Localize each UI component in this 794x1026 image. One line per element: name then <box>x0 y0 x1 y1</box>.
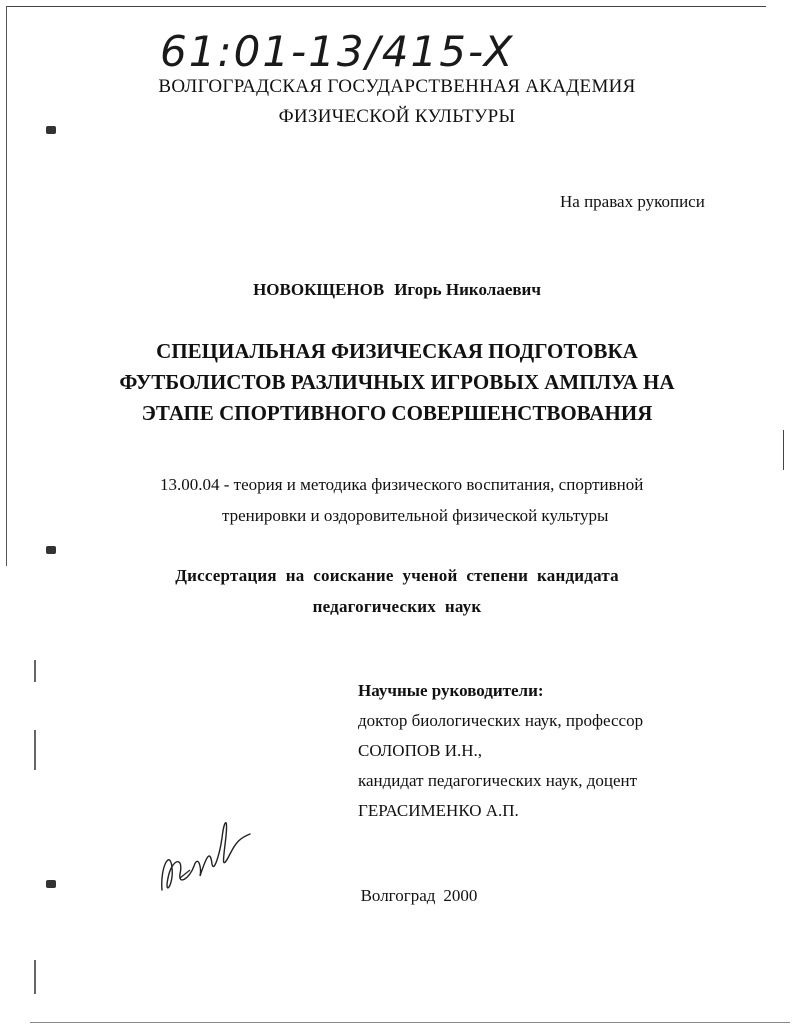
institution-line-2: ФИЗИЧЕСКОЙ КУЛЬТУРЫ <box>278 106 516 127</box>
rights-note: На правах рукописи <box>560 192 705 211</box>
city-year <box>0 886 794 906</box>
author-given-name: Игорь Николаевич <box>394 280 541 299</box>
author-surname: НОВОКЩЕНОВ <box>253 280 385 299</box>
dissertation-title <box>0 336 794 429</box>
scan-edge-tick <box>34 730 36 770</box>
scan-mark <box>46 546 56 554</box>
advisor-2-name: ГЕРАСИМЕНКО А.П. <box>358 801 519 820</box>
degree-line-1: Диссертация на соискание ученой степени кандидата <box>175 566 619 585</box>
scan-edge-tick <box>34 660 36 682</box>
title-line-1: СПЕЦИАЛЬНАЯ ФИЗИЧЕСКАЯ ПОДГОТОВКА <box>156 339 638 363</box>
archive-number-text: 61:01-13/415-X <box>160 27 515 76</box>
city-name: Волгоград <box>360 886 436 905</box>
specialty-code <box>160 469 680 531</box>
specialty-line-1: 13.00.04 - теория и методика физического воспитания, спортивной <box>160 475 644 494</box>
scientific-advisors <box>358 676 738 826</box>
institution-name <box>0 72 794 132</box>
advisor-1-name: СОЛОПОВ И.Н., <box>358 741 483 760</box>
degree-line-2: педагогических наук <box>312 597 482 616</box>
advisor-2-title: кандидат педагогических наук, доцент <box>358 771 638 790</box>
scan-border-top <box>6 6 766 7</box>
year: 2000 <box>443 886 478 905</box>
author-name <box>0 280 794 300</box>
specialty-line-2: тренировки и оздоровительной физической культуры <box>222 506 609 525</box>
degree-statement <box>0 560 794 622</box>
scan-edge-tick <box>34 960 36 994</box>
scan-border-right <box>783 430 784 470</box>
advisors-header: Научные руководители: <box>358 681 544 700</box>
institution-line-1: ВОЛГОГРАДСКАЯ ГОСУДАРСТВЕННАЯ АКАДЕМИЯ <box>158 76 636 97</box>
advisor-1-title: доктор биологических наук, профессор <box>358 711 644 730</box>
title-line-2: ФУТБОЛИСТОВ РАЗЛИЧНЫХ ИГРОВЫХ АМПЛУА НА <box>119 370 675 394</box>
title-line-3: ЭТАПЕ СПОРТИВНОГО СОВЕРШЕНСТВОВАНИЯ <box>141 401 653 425</box>
scan-border-bottom <box>30 1022 790 1023</box>
